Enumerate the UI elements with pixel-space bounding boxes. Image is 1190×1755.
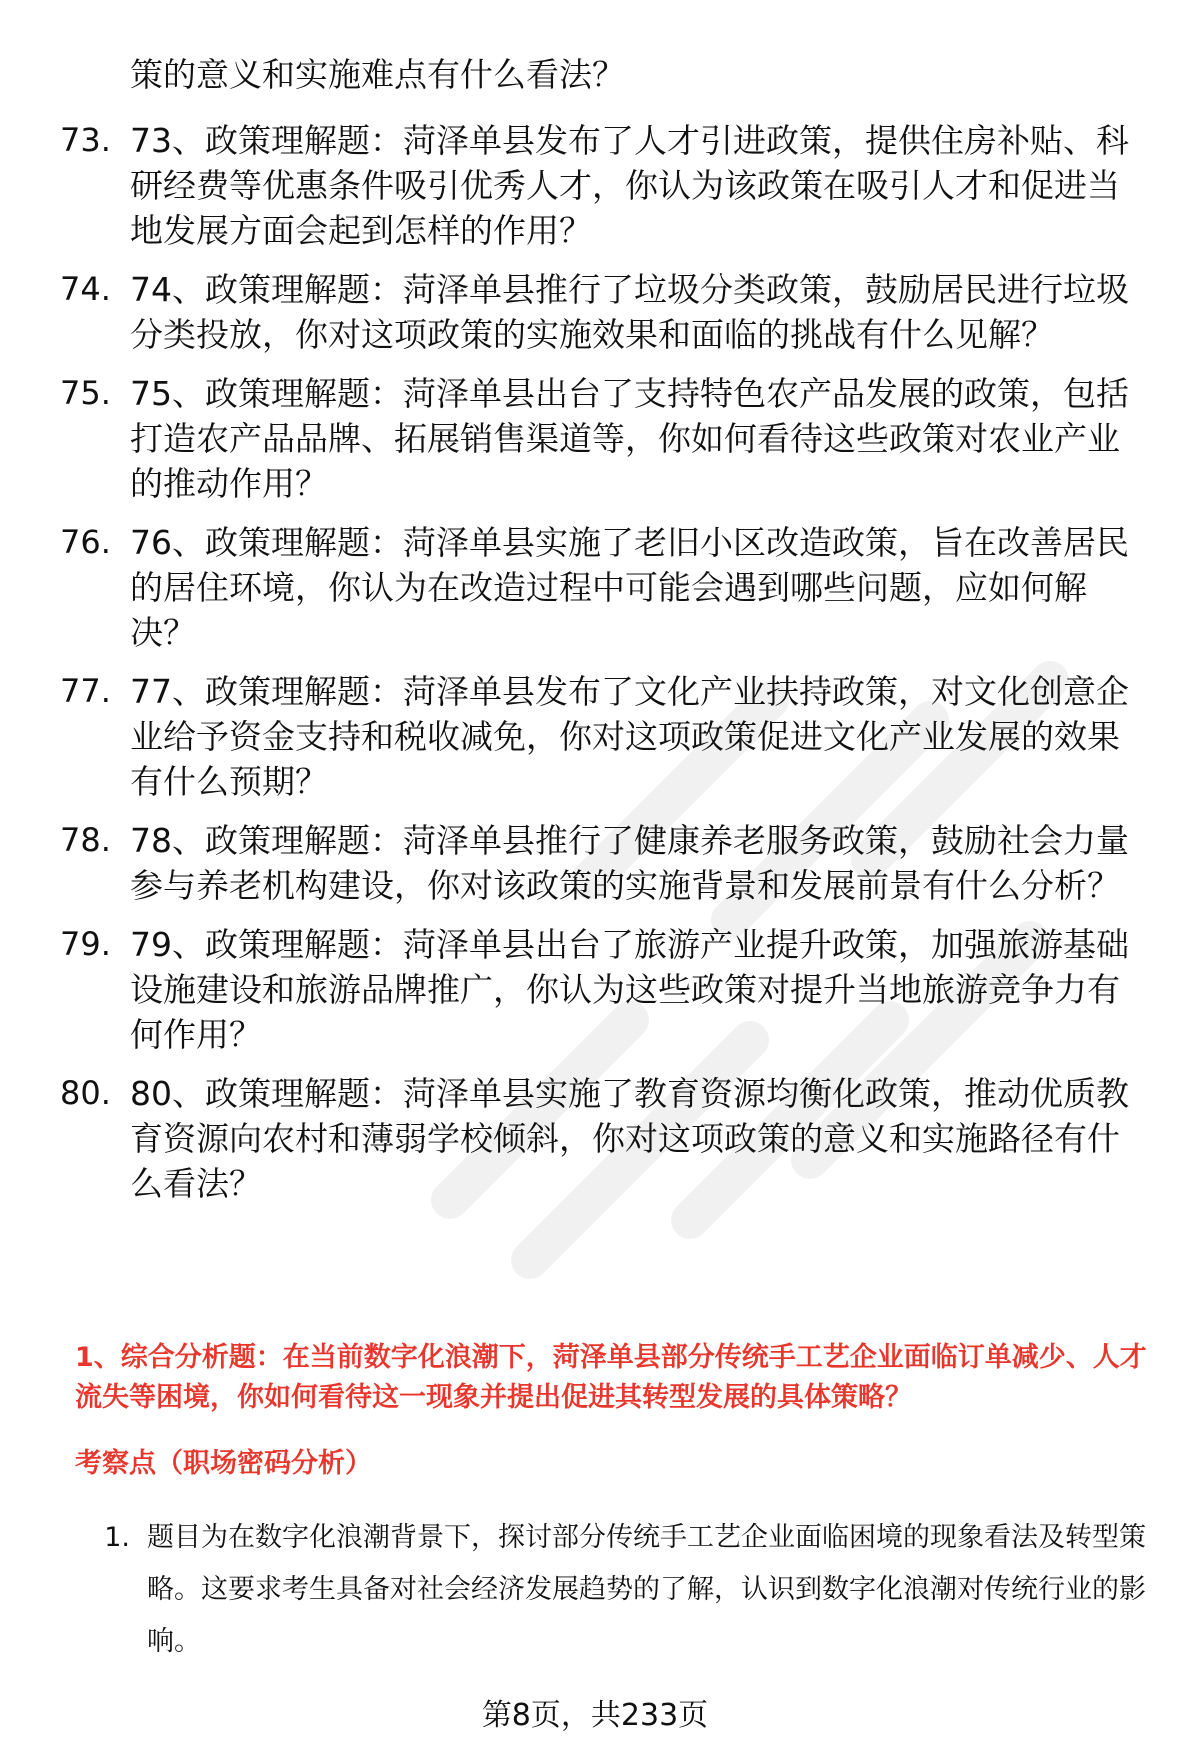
- question-list: [60, 118, 1160, 1220]
- item-text: 80、政策理解题：菏泽单县实施了教育资源均衡化政策，推动优质教育资源向农村和薄弱学校倾斜，你对这项政策的意义和实施路径有什么看法？: [130, 1074, 1129, 1203]
- item-number: 74.: [60, 270, 111, 308]
- item-text: 77、政策理解题：菏泽单县发布了文化产业扶持政策，对文化创意企业给予资金支持和税收减免，你对这项政策促进文化产业发展的效果有什么预期？: [130, 672, 1129, 801]
- item-number: 76.: [60, 523, 111, 561]
- analysis-question-heading: 1、综合分析题：在当前数字化浪潮下，菏泽单县部分传统手工艺企业面临订单减少、人才流失等困境，你如何看待这一现象并提出促进其转型发展的具体策略？: [75, 1342, 1147, 1413]
- list-item: [60, 669, 1160, 804]
- list-item: [60, 371, 1160, 506]
- list-item: [60, 520, 1160, 655]
- item-text: 74、政策理解题：菏泽单县推行了垃圾分类政策，鼓励居民进行垃圾分类投放，你对这项政策的实施效果和面临的挑战有什么见解？: [130, 270, 1129, 354]
- list-item: [60, 818, 1160, 908]
- list-item: [60, 922, 1160, 1057]
- item-number: 73.: [60, 121, 111, 159]
- item-number: 75.: [60, 374, 111, 412]
- list-item: [60, 267, 1160, 357]
- item-number: 80.: [60, 1074, 111, 1112]
- item-number: 78.: [60, 821, 111, 859]
- analysis-subheading: 考察点（职场密码分析）: [75, 1448, 372, 1479]
- page-footer: 第8页，共233页: [481, 1698, 709, 1733]
- point-text: 题目为在数字化浪潮背景下，探讨部分传统手工艺企业面临困境的现象看法及转型策略。这要求考生具备对社会经济发展趋势的了解，认识到数字化浪潮对传统行业的影响。: [147, 1522, 1146, 1657]
- continuation-text: 策的意义和实施难点有什么看法？: [130, 55, 625, 94]
- item-text: 76、政策理解题：菏泽单县实施了老旧小区改造政策，旨在改善居民的居住环境，你认为在改造过程中可能会遇到哪些问题，应如何解决？: [130, 523, 1129, 652]
- list-item: [60, 118, 1160, 253]
- item-text: 79、政策理解题：菏泽单县出台了旅游产业提升政策，加强旅游基础设施建设和旅游品牌推广，你认为这些政策对提升当地旅游竞争力有何作用？: [130, 925, 1129, 1054]
- item-text: 78、政策理解题：菏泽单县推行了健康养老服务政策，鼓励社会力量参与养老机构建设，你对该政策的实施背景和发展前景有什么分析？: [130, 821, 1129, 905]
- list-item: [60, 1071, 1160, 1206]
- analysis-section: [75, 1338, 1155, 1668]
- item-text: 73、政策理解题：菏泽单县发布了人才引进政策，提供住房补贴、科研经费等优惠条件吸引优秀人才，你认为该政策在吸引人才和促进当地发展方面会起到怎样的作用？: [130, 121, 1129, 250]
- item-number: 77.: [60, 672, 111, 710]
- item-number: 79.: [60, 925, 111, 963]
- analysis-point: [75, 1512, 1155, 1668]
- item-text: 75、政策理解题：菏泽单县出台了支持特色农产品发展的政策，包括打造农产品品牌、拓展销售渠道等，你如何看待这些政策对农业产业的推动作用？: [130, 374, 1129, 503]
- point-number: 1.: [104, 1522, 130, 1553]
